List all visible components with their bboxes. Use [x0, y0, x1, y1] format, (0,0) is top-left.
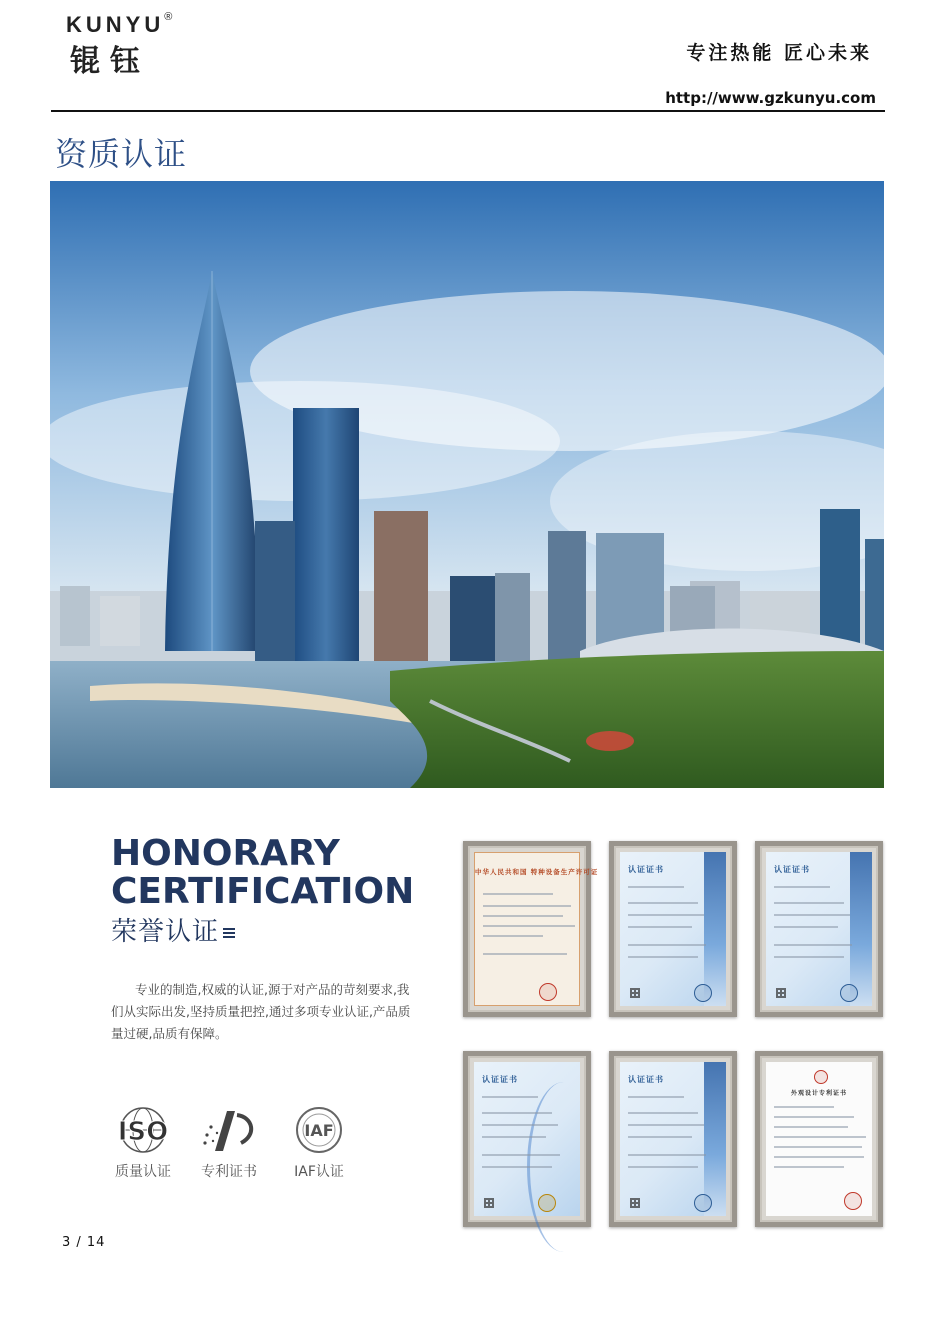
certificate-frame	[609, 1051, 737, 1227]
page-number: 3 / 14	[62, 1235, 106, 1250]
badge-patent	[194, 1105, 264, 1181]
honorary-title-line1: HONORARY	[111, 833, 340, 874]
header-divider	[51, 110, 885, 112]
page-title: 资质认证	[55, 135, 188, 173]
certification-seal-icon	[840, 984, 858, 1002]
company-website-url[interactable]: http://www.gzkunyu.com	[665, 89, 876, 107]
skyline-illustration	[50, 181, 884, 788]
gold-seal-icon	[538, 1194, 556, 1212]
honorary-description: 专业的制造,权威的认证,源于对产品的苛刻要求,我们从实际出发,坚持质量把控,通过多项专业认证,产品质量过硬,品质有保障。	[111, 982, 411, 1041]
badge-iso-label: 质量认证	[115, 1164, 171, 1180]
certificate-title: 认证证书	[628, 865, 664, 874]
certificate-title: 认证证书	[628, 1075, 664, 1084]
certificate-title: 外观设计专利证书	[790, 1090, 847, 1097]
logo-wordmark: KUNYU	[66, 12, 165, 37]
certificate-frame	[609, 841, 737, 1017]
official-seal-icon	[844, 1192, 862, 1210]
certification-seal-icon	[694, 1194, 712, 1212]
qr-code-icon	[484, 1198, 494, 1208]
certificate-title: 认证证书	[774, 865, 810, 874]
brand-logo	[66, 10, 226, 79]
badge-iaf-label: IAF认证	[294, 1164, 344, 1180]
company-slogan: 专注热能 匠心未来	[686, 42, 872, 64]
city-skyline-photo	[50, 181, 884, 788]
official-seal-icon	[539, 983, 557, 1001]
honorary-title-en	[111, 835, 414, 911]
certificate-title: 认证证书	[482, 1075, 518, 1084]
registered-mark: ®	[164, 10, 173, 23]
honorary-title-cn-text: 荣誉认证	[111, 917, 220, 947]
certificate-frame	[463, 1051, 591, 1227]
iaf-logo-icon	[287, 1105, 351, 1155]
qr-code-icon	[776, 988, 786, 998]
honorary-title-cn	[111, 911, 235, 948]
iaf-mark-text: IAF	[304, 1121, 334, 1140]
logo-chinese-name: 锟钰	[70, 44, 150, 79]
badge-iso	[108, 1105, 178, 1181]
patent-logo-icon	[197, 1105, 261, 1155]
certification-seal-icon	[694, 984, 712, 1002]
iso-mark-text: ISO	[117, 1117, 169, 1147]
certificate-title: 中华人民共和国 特种设备生产许可证	[475, 868, 599, 876]
certification-badges	[108, 1105, 368, 1195]
decorative-lines-icon	[223, 927, 235, 939]
honorary-title-line2: CERTIFICATION	[111, 871, 415, 912]
badge-patent-label: 专利证书	[201, 1164, 257, 1180]
certificate-frame	[755, 1051, 883, 1227]
badge-iaf	[284, 1105, 354, 1181]
certificate-frame	[463, 841, 599, 1017]
iso-logo-icon	[111, 1105, 175, 1155]
certificate-frame	[755, 841, 883, 1017]
qr-code-icon	[630, 1198, 640, 1208]
emblem-icon	[814, 1070, 828, 1084]
qr-code-icon	[630, 988, 640, 998]
